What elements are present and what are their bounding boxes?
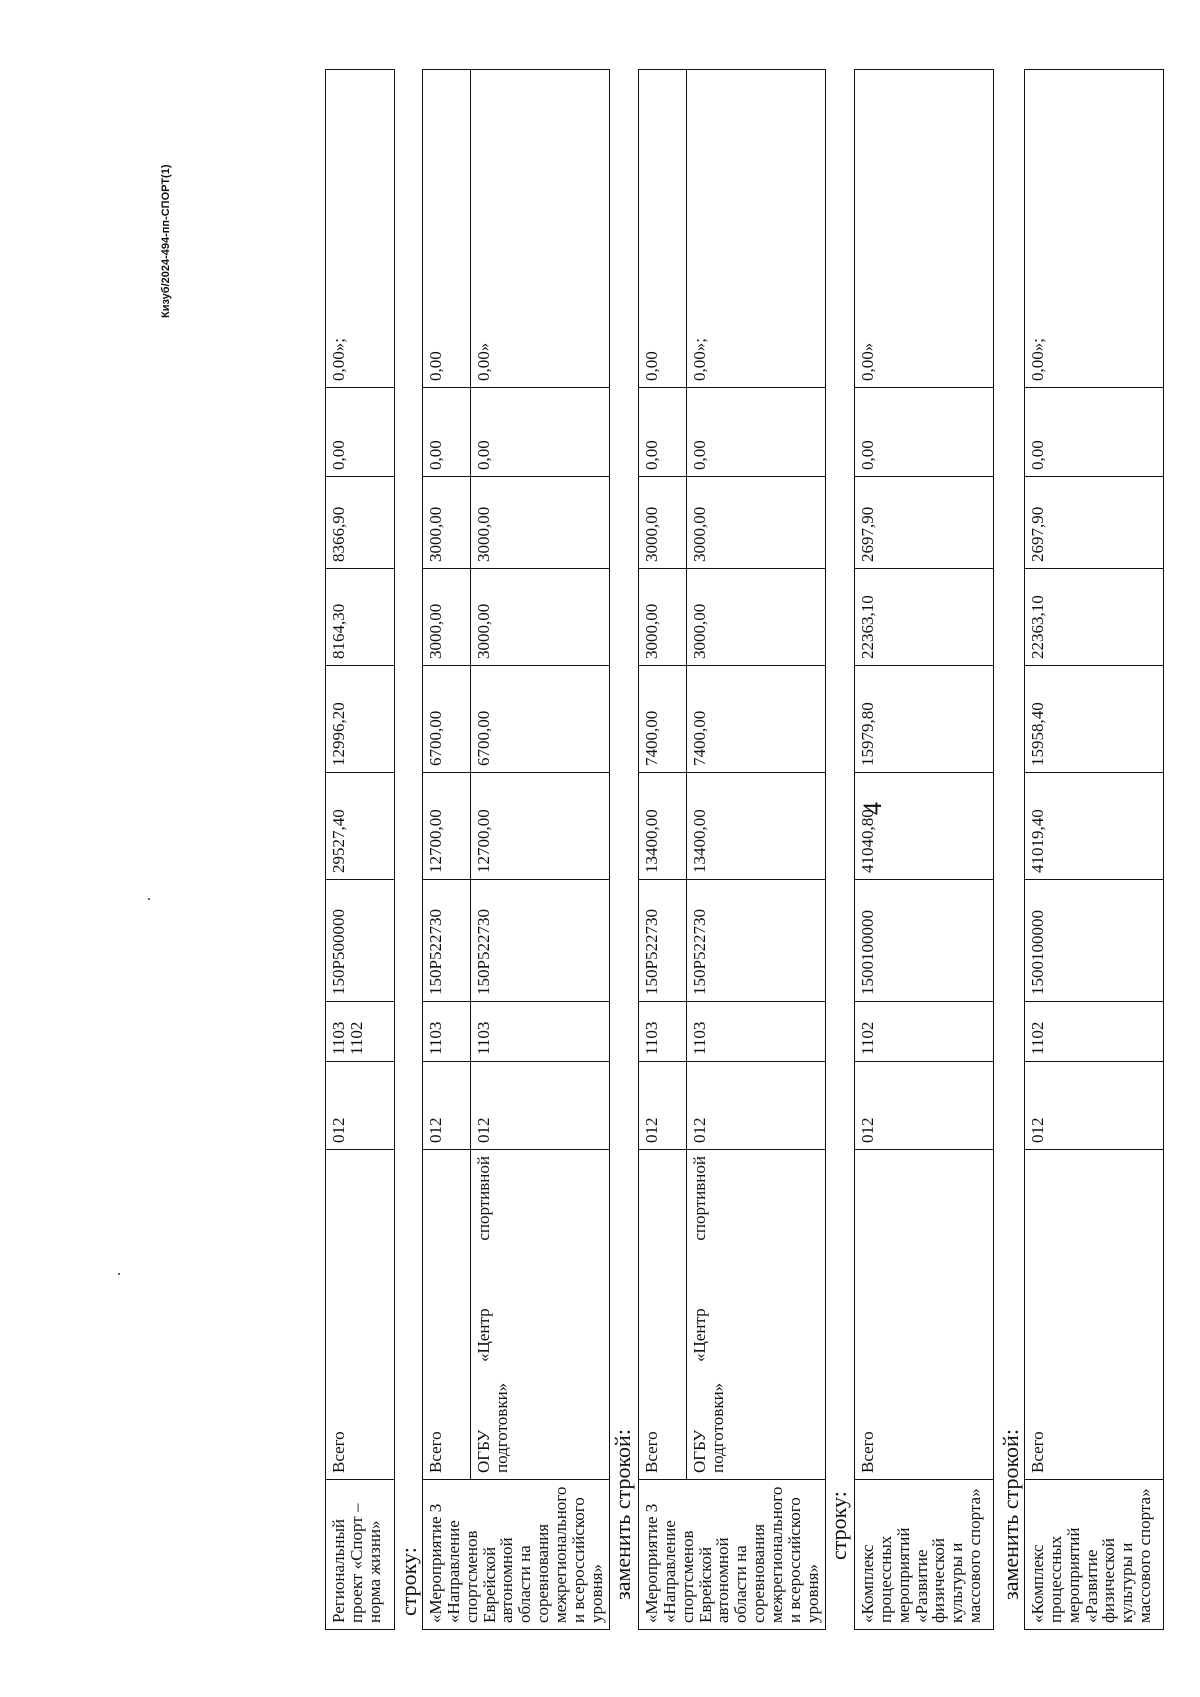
- cell-section: 1102: [1025, 1002, 1164, 1062]
- cell-target-code: 150P522730: [639, 880, 687, 1002]
- cell-year-1: 15979,80: [855, 666, 994, 773]
- funding-source: [470, 1150, 610, 1480]
- funding-source: Всего: [423, 1150, 471, 1480]
- table-regional-project: [325, 69, 395, 1630]
- cell-total: 12700,00: [470, 773, 610, 880]
- cell-year-5: 0,00: [423, 70, 471, 388]
- funding-source: [686, 1150, 826, 1480]
- cell-year-4: 0,00: [686, 388, 826, 477]
- cell-total: 41019,40: [1025, 773, 1164, 880]
- cell-year-1: 12996,20: [326, 666, 395, 773]
- table-row: [855, 70, 994, 1630]
- row-label: Региональный проект «Спорт – норма жизни»: [326, 1480, 395, 1630]
- table-process-complex-new: [1024, 69, 1164, 1630]
- cell-year-3: 3000,00: [470, 477, 610, 569]
- cell-target-code: 150P522730: [470, 880, 610, 1002]
- scan-speck: [118, 1273, 120, 1275]
- cell-year-3: 8366,90: [326, 477, 395, 569]
- row-label: «Комплекс процессных мероприятий «Развитие физической культуры и массового спорта»: [1025, 1480, 1164, 1630]
- source-line-a: ОГБУ «Центр спортивной: [689, 1156, 709, 1473]
- cell-year-5: 0,00»: [855, 70, 994, 388]
- cell-section: 1103: [639, 1002, 687, 1062]
- table-row: [423, 70, 471, 1630]
- cell-year-3: 2697,90: [855, 477, 994, 569]
- scan-speck: [148, 898, 150, 900]
- cell-year-5: 0,00»;: [686, 70, 826, 388]
- cell-year-2: 3000,00: [686, 569, 826, 666]
- cell-total: 13400,00: [686, 773, 826, 880]
- cell-year-2: 8164,30: [326, 569, 395, 666]
- caption-line: строку:: [396, 1547, 421, 1616]
- table-event-3-new: [638, 69, 826, 1630]
- cell-grbs: 012: [470, 1062, 610, 1150]
- cell-target-code: 150P522730: [423, 880, 471, 1002]
- cell-year-4: 0,00: [326, 388, 395, 477]
- table-row: [326, 70, 395, 1630]
- table-row: [1025, 70, 1164, 1630]
- cell-total: 13400,00: [639, 773, 687, 880]
- cell-year-1: 6700,00: [470, 666, 610, 773]
- cell-grbs: 012: [423, 1062, 471, 1150]
- cell-year-4: 0,00: [470, 388, 610, 477]
- rotated-page: [160, 70, 1180, 1630]
- cell-year-2: 3000,00: [639, 569, 687, 666]
- cell-year-3: 3000,00: [686, 477, 826, 569]
- cell-year-4: 0,00: [1025, 388, 1164, 477]
- cell-year-1: 6700,00: [423, 666, 471, 773]
- cell-target-code: 1500100000: [855, 880, 994, 1002]
- table-row: [686, 70, 826, 1630]
- cell-year-4: 0,00: [639, 388, 687, 477]
- caption-line: строку:: [826, 1491, 851, 1560]
- cell-total: 41040,80: [855, 773, 994, 880]
- row-label: «Мероприятие 3 «Направление спортсменов Еврейской автономной области на соревнования межрегионального и всероссийского уровня»: [639, 1480, 826, 1630]
- funding-source: Всего: [639, 1150, 687, 1480]
- table-event-3-old: [422, 69, 610, 1630]
- cell-year-2: 3000,00: [423, 569, 471, 666]
- cell-total: 12700,00: [423, 773, 471, 880]
- cell-section: 1103: [423, 1002, 471, 1062]
- cell-section: 1102: [855, 1002, 994, 1062]
- cell-grbs: 012: [639, 1062, 687, 1150]
- cell-section: 1103: [686, 1002, 826, 1062]
- cell-section: 1103: [470, 1002, 610, 1062]
- cell-year-2: 22363,10: [855, 569, 994, 666]
- caption-replace: заменить строкой:: [610, 1429, 635, 1600]
- cell-year-1: 7400,00: [686, 666, 826, 773]
- cell-grbs: 012: [326, 1062, 395, 1150]
- row-label: «Комплекс процессных мероприятий «Развитие физической культуры и массового спорта»: [855, 1480, 994, 1630]
- cell-year-3: 3000,00: [639, 477, 687, 569]
- cell-target-code: 1500100000: [1025, 880, 1164, 1002]
- funding-source: Всего: [326, 1150, 395, 1480]
- cell-year-4: 0,00: [423, 388, 471, 477]
- cell-grbs: 012: [1025, 1062, 1164, 1150]
- cell-target-code: 150P500000: [326, 880, 395, 1002]
- cell-grbs: 012: [855, 1062, 994, 1150]
- cell-year-5: 0,00»;: [326, 70, 395, 388]
- source-line-b: подготовки»: [491, 1382, 511, 1473]
- table-row: [639, 70, 687, 1630]
- table-process-complex-old: [854, 69, 994, 1630]
- cell-year-1: 7400,00: [639, 666, 687, 773]
- row-label: «Мероприятие 3 «Направление спортсменов Еврейской автономной области на соревнования межрегионального и всероссийского уровня»: [423, 1480, 610, 1630]
- source-line-b: подготовки»: [707, 1382, 727, 1473]
- cell-total: 29527,40: [326, 773, 395, 880]
- table-row: [470, 70, 610, 1630]
- cell-year-1: 15958,40: [1025, 666, 1164, 773]
- cell-section: 1103 1102: [326, 1002, 395, 1062]
- cell-year-5: 0,00»;: [1025, 70, 1164, 388]
- funding-source: Всего: [855, 1150, 994, 1480]
- cell-grbs: 012: [686, 1062, 826, 1150]
- cell-year-3: 3000,00: [423, 477, 471, 569]
- page-number: 4: [858, 802, 887, 815]
- source-line-a: ОГБУ «Центр спортивной: [473, 1156, 493, 1473]
- funding-source: Всего: [1025, 1150, 1164, 1480]
- cell-target-code: 150P522730: [686, 880, 826, 1002]
- cell-year-2: 3000,00: [470, 569, 610, 666]
- cell-year-4: 0,00: [855, 388, 994, 477]
- caption-replace: заменить строкой:: [998, 1429, 1023, 1600]
- document-code: Кизуб/2024-494-пп-СПОРТ(1): [160, 164, 172, 318]
- cell-year-3: 2697,90: [1025, 477, 1164, 569]
- cell-year-5: 0,00»: [470, 70, 610, 388]
- cell-year-5: 0,00: [639, 70, 687, 388]
- cell-year-2: 22363,10: [1025, 569, 1164, 666]
